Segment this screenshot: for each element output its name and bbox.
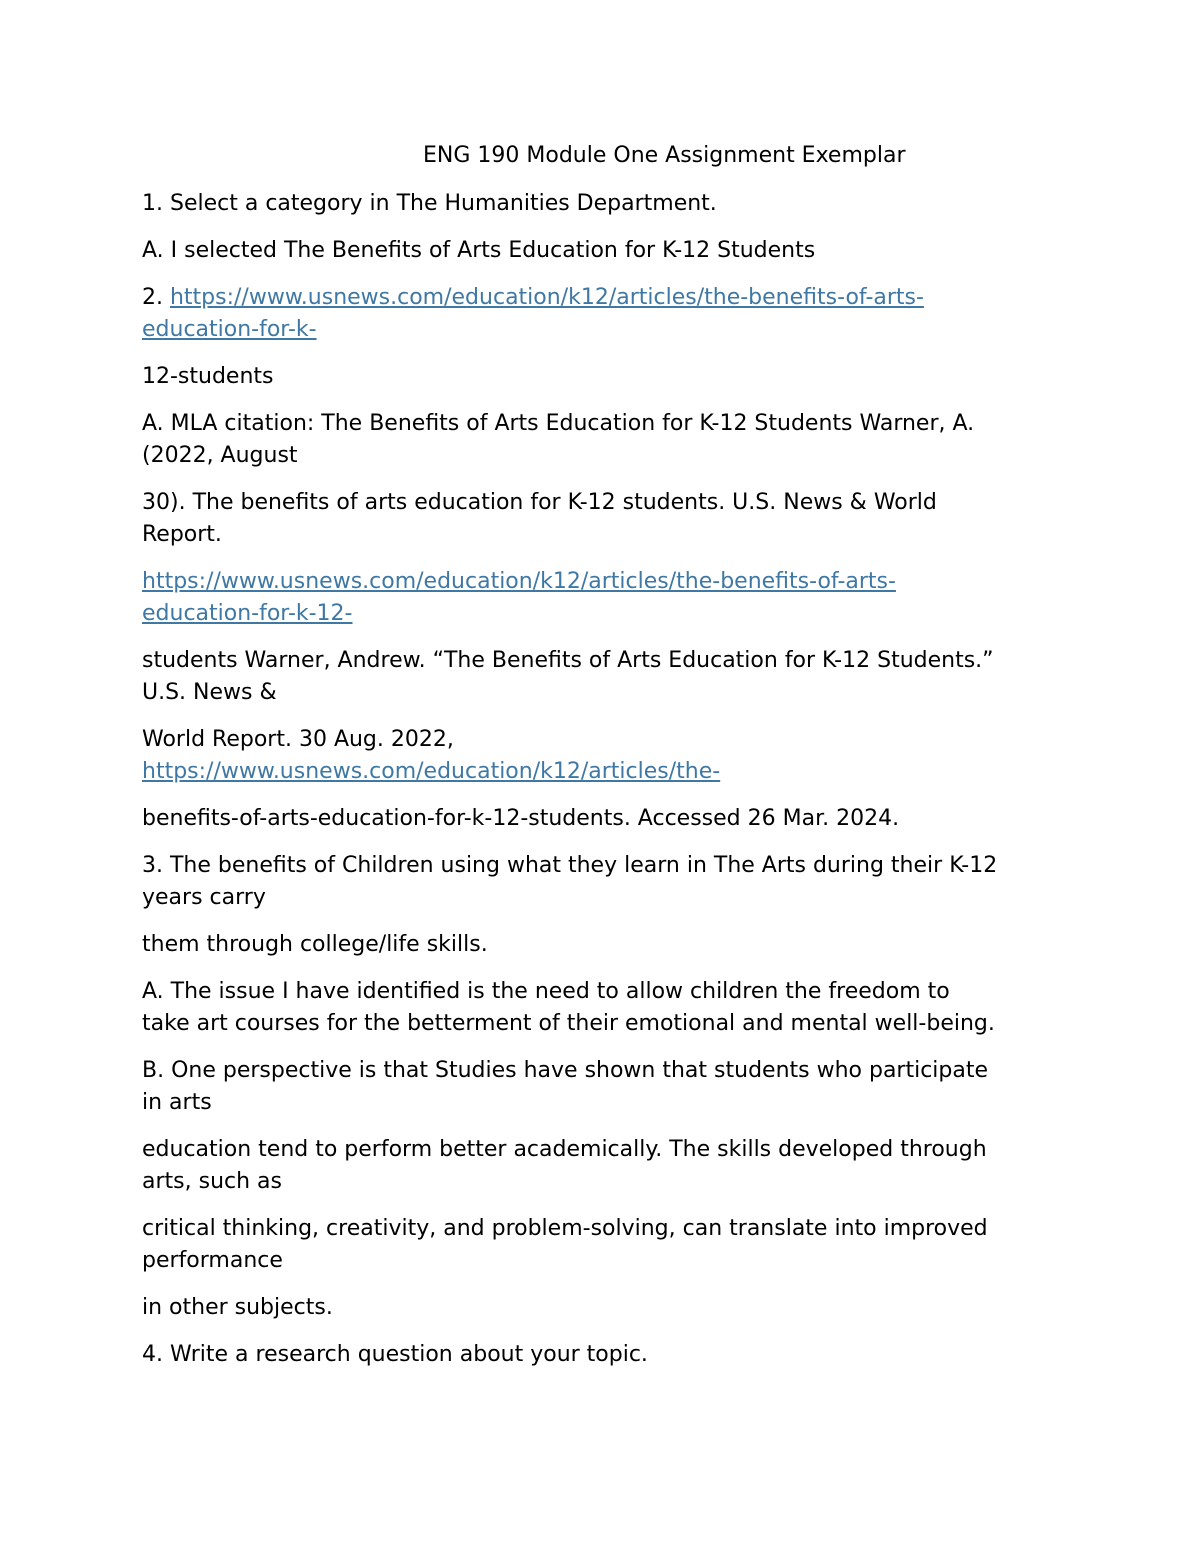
document-page bbox=[142, 140, 1072, 1386]
question-3: 3. The benefits of Children using what they learn in The Arts during their K-12 years carry bbox=[142, 853, 998, 910]
citation-link-paragraph bbox=[142, 566, 1072, 630]
question-1-answer: A. I selected The Benefits of Arts Education for K-12 Students bbox=[142, 238, 816, 263]
article-link-1[interactable]: https://www.usnews.com/education/k12/articles/the-benefits-of-arts- education-for-k- bbox=[142, 285, 924, 342]
question-3-continuation: them through college/life skills. bbox=[142, 932, 488, 957]
question-3-answer-b-continuation-2: critical thinking, creativity, and problem-solving, can translate into improved performance bbox=[142, 1216, 988, 1273]
article-link-2[interactable]: https://www.usnews.com/education/k12/articles/the-benefits-of-arts- education-for-k-12- bbox=[142, 569, 896, 626]
question-2-continuation: 12-students bbox=[142, 364, 274, 389]
citation-d: World Report. 30 Aug. 2022, https://www.usnews.com/education/k12/articles/the- bbox=[142, 727, 721, 784]
question-3-answer-a: A. The issue I have identified is the need to allow children the freedom to take art courses for the betterment of their emotional and mental well-being. bbox=[142, 979, 995, 1036]
question-3-answer-b-continuation-3: in other subjects. bbox=[142, 1295, 333, 1320]
question-3-answer-b: B. One perspective is that Studies have shown that students who participate in arts bbox=[142, 1058, 989, 1115]
citation-e: benefits-of-arts-education-for-k-12-students. Accessed 26 Mar. 2024. bbox=[142, 806, 900, 831]
citation-b: 30). The benefits of arts education for K-12 students. U.S. News & World Report. bbox=[142, 490, 937, 547]
article-link-3[interactable]: https://www.usnews.com/education/k12/articles/the- bbox=[142, 759, 721, 784]
document-title: ENG 190 Module One Assignment Exemplar bbox=[423, 143, 906, 168]
question-3-answer-b-continuation-1: education tend to perform better academically. The skills developed through arts, such as bbox=[142, 1137, 987, 1194]
question-2-link-paragraph: 2. https://www.usnews.com/education/k12/articles/the-benefits-of-arts- education-for-k- bbox=[142, 285, 924, 342]
question-1: 1. Select a category in The Humanities Department. bbox=[142, 191, 717, 216]
question-4: 4. Write a research question about your topic. bbox=[142, 1342, 648, 1367]
citation-c: students Warner, Andrew. “The Benefits of Arts Education for K-12 Students.” U.S. News & bbox=[142, 648, 994, 705]
citation-a: A. MLA citation: The Benefits of Arts Education for K-12 Students Warner, A. (2022, August bbox=[142, 411, 975, 468]
